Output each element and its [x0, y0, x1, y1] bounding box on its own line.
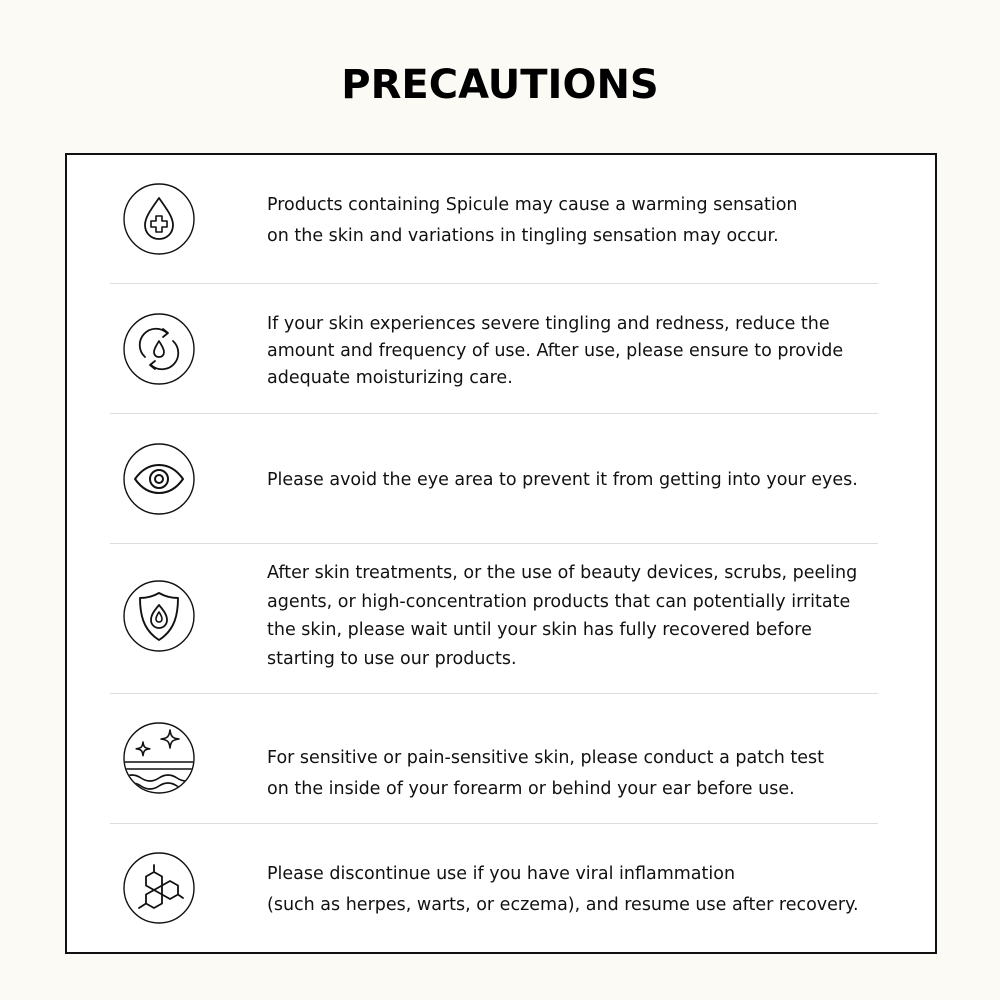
precaution-text	[267, 559, 907, 673]
precaution-line: adequate moisturizing care.	[267, 368, 513, 388]
divider	[110, 283, 878, 284]
precaution-text	[267, 743, 907, 805]
molecule-icon	[123, 852, 195, 924]
precaution-line: Please avoid the eye area to prevent it from getting into your eyes.	[267, 470, 858, 490]
precaution-item	[67, 415, 935, 545]
precaution-text	[267, 190, 907, 252]
precaution-text	[267, 859, 907, 921]
precaution-line: starting to use our products.	[267, 648, 517, 669]
sensitive-skin-icon	[123, 722, 195, 794]
precaution-text	[267, 465, 907, 496]
precaution-line: on the inside of your forearm or behind your ear before use.	[267, 779, 795, 799]
divider	[110, 543, 878, 544]
precaution-line: If your skin experiences severe tingling and redness, reduce the	[267, 314, 830, 334]
precaution-item	[67, 825, 935, 955]
precaution-line: Products containing Spicule may cause a warming sensation	[267, 195, 798, 215]
cycle-drop-icon	[123, 313, 195, 385]
shield-drop-icon	[123, 580, 195, 652]
precaution-item	[67, 695, 935, 825]
precaution-line: (such as herpes, warts, or eczema), and resume use after recovery.	[267, 895, 859, 915]
divider	[110, 693, 878, 694]
precaution-line: Please discontinue use if you have viral inflammation	[267, 864, 736, 884]
precautions-panel	[65, 153, 937, 954]
precaution-line: agents, or high-concentration products that can potentially irritate	[267, 591, 851, 612]
precaution-line: amount and frequency of use. After use, please ensure to provide	[267, 341, 844, 361]
precaution-text	[267, 311, 907, 392]
page-title: PRECAUTIONS	[341, 62, 659, 108]
precaution-line: on the skin and variations in tingling sensation may occur.	[267, 226, 779, 246]
precaution-item	[67, 545, 935, 675]
divider	[110, 413, 878, 414]
precaution-item	[67, 285, 935, 415]
drop-with-cross-icon	[123, 183, 195, 255]
eye-icon	[123, 443, 195, 515]
divider	[110, 823, 878, 824]
precaution-item	[67, 155, 935, 285]
precaution-line: For sensitive or pain-sensitive skin, please conduct a patch test	[267, 748, 824, 768]
precaution-line: After skin treatments, or the use of beauty devices, scrubs, peeling	[267, 563, 858, 583]
precaution-line: the skin, please wait until your skin has fully recovered before	[267, 620, 812, 640]
